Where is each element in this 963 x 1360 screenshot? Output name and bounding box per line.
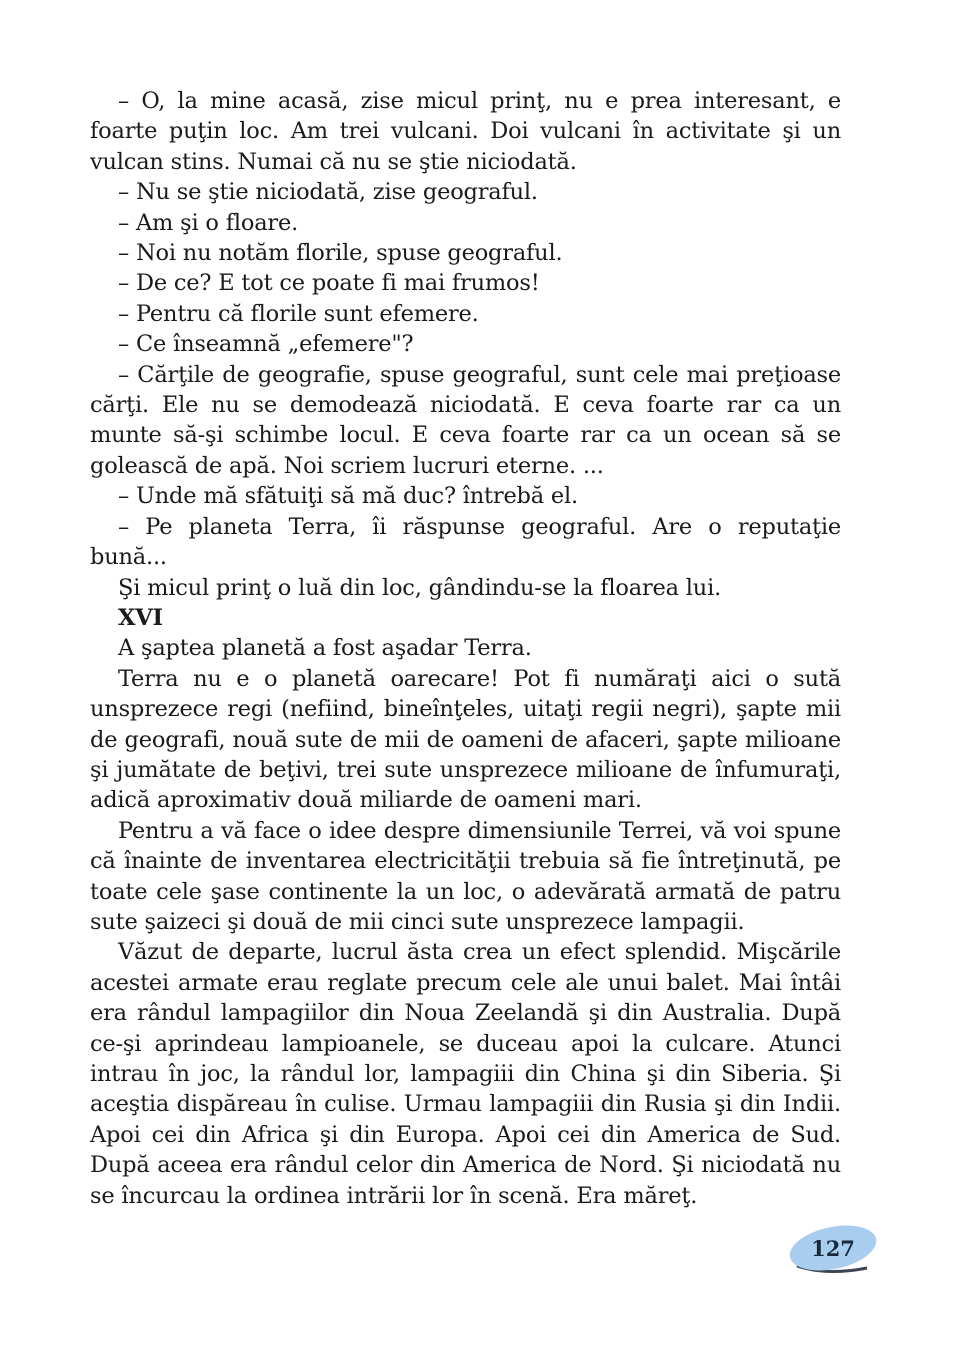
paragraph: Terra nu e o planetă oarecare! Pot fi număraţi aici o sută unsprezece regi (nefiind, bineînţeles, uitaţi regii negri), şapte mii de geografi, nouă sute de mii de oameni de afaceri, şapte milioane şi jumătate de beţivi, trei sute unsprezece milioane de înfumuraţi, adică aproximativ două miliarde de oameni mari. bbox=[90, 665, 841, 814]
paragraph: – Unde mă sfătuiţi să mă duc? întrebă el. bbox=[118, 483, 578, 510]
paragraph: Văzut de departe, lucrul ăsta crea un efect splendid. Mişcările acestei armate erau reglate precum cele ale unui balet. Mai întâi era rândul lampagiilor din Noua Zeelandă şi din Australia. După ce-şi aprindeau lampioanele, se duceau apoi la culcare. Atunci intrau în joc, la rândul lor, lampagiii din China şi din Siberia. Şi aceştia dispăreau în culise. Urmau lampagiii din Rusia şi din Indii. Apoi cei din Africa şi din Europa. Apoi cei din America de Sud. După aceea era rândul celor din America de Nord. Şi niciodată nu se încurcau la ordinea intrării lor în scenă. Era măreţ. bbox=[90, 939, 841, 1209]
chapter-heading: XVI bbox=[118, 604, 163, 631]
paragraph: Pentru a vă face o idee despre dimensiunile Terrei, vă voi spune că înainte de inventarea electricităţii trebuia să fie întreţinută, pe toate cele şase continente la un loc, o adevărată armată de patru sute şaizeci şi două de mii cinci sute unsprezece lampagii. bbox=[90, 817, 841, 935]
paragraph: – Pentru că florile sunt efemere. bbox=[118, 300, 479, 327]
page-number: 127 bbox=[811, 1236, 855, 1261]
paragraph: Şi micul prinţ o luă din loc, gândindu-se la floarea lui. bbox=[118, 574, 722, 601]
paragraph: – Nu se ştie niciodată, zise geograful. bbox=[118, 179, 538, 206]
page-number-badge bbox=[787, 1222, 879, 1274]
paragraph: – Noi nu notăm florile, spuse geograful. bbox=[118, 240, 563, 267]
paragraph: – Cărţile de geografie, spuse geograful, sunt cele mai preţioase cărţi. Ele nu se demodează niciodată. E ceva foarte rar ca un munte să-şi schimbe locul. E ceva foarte rar ca un ocean să se golească de apă. Noi scriem lucruri eterne. ... bbox=[90, 361, 841, 479]
page-body bbox=[90, 86, 841, 1211]
paragraph: – De ce? E tot ce poate fi mai frumos! bbox=[118, 270, 540, 297]
paragraph: – Pe planeta Terra, îi răspunse geograful. Are o reputaţie bună... bbox=[90, 513, 841, 571]
paragraph: A şaptea planetă a fost aşadar Terra. bbox=[118, 635, 532, 662]
paragraph: – O, la mine acasă, zise micul prinţ, nu e prea interesant, e foarte puţin loc. Am trei vulcani. Doi vulcani în activitate şi un vulcan stins. Numai că nu se ştie niciodată. bbox=[90, 88, 841, 175]
paragraph: – Am şi o floare. bbox=[118, 209, 299, 236]
paragraph: – Ce înseamnă „efemere"? bbox=[118, 331, 414, 358]
